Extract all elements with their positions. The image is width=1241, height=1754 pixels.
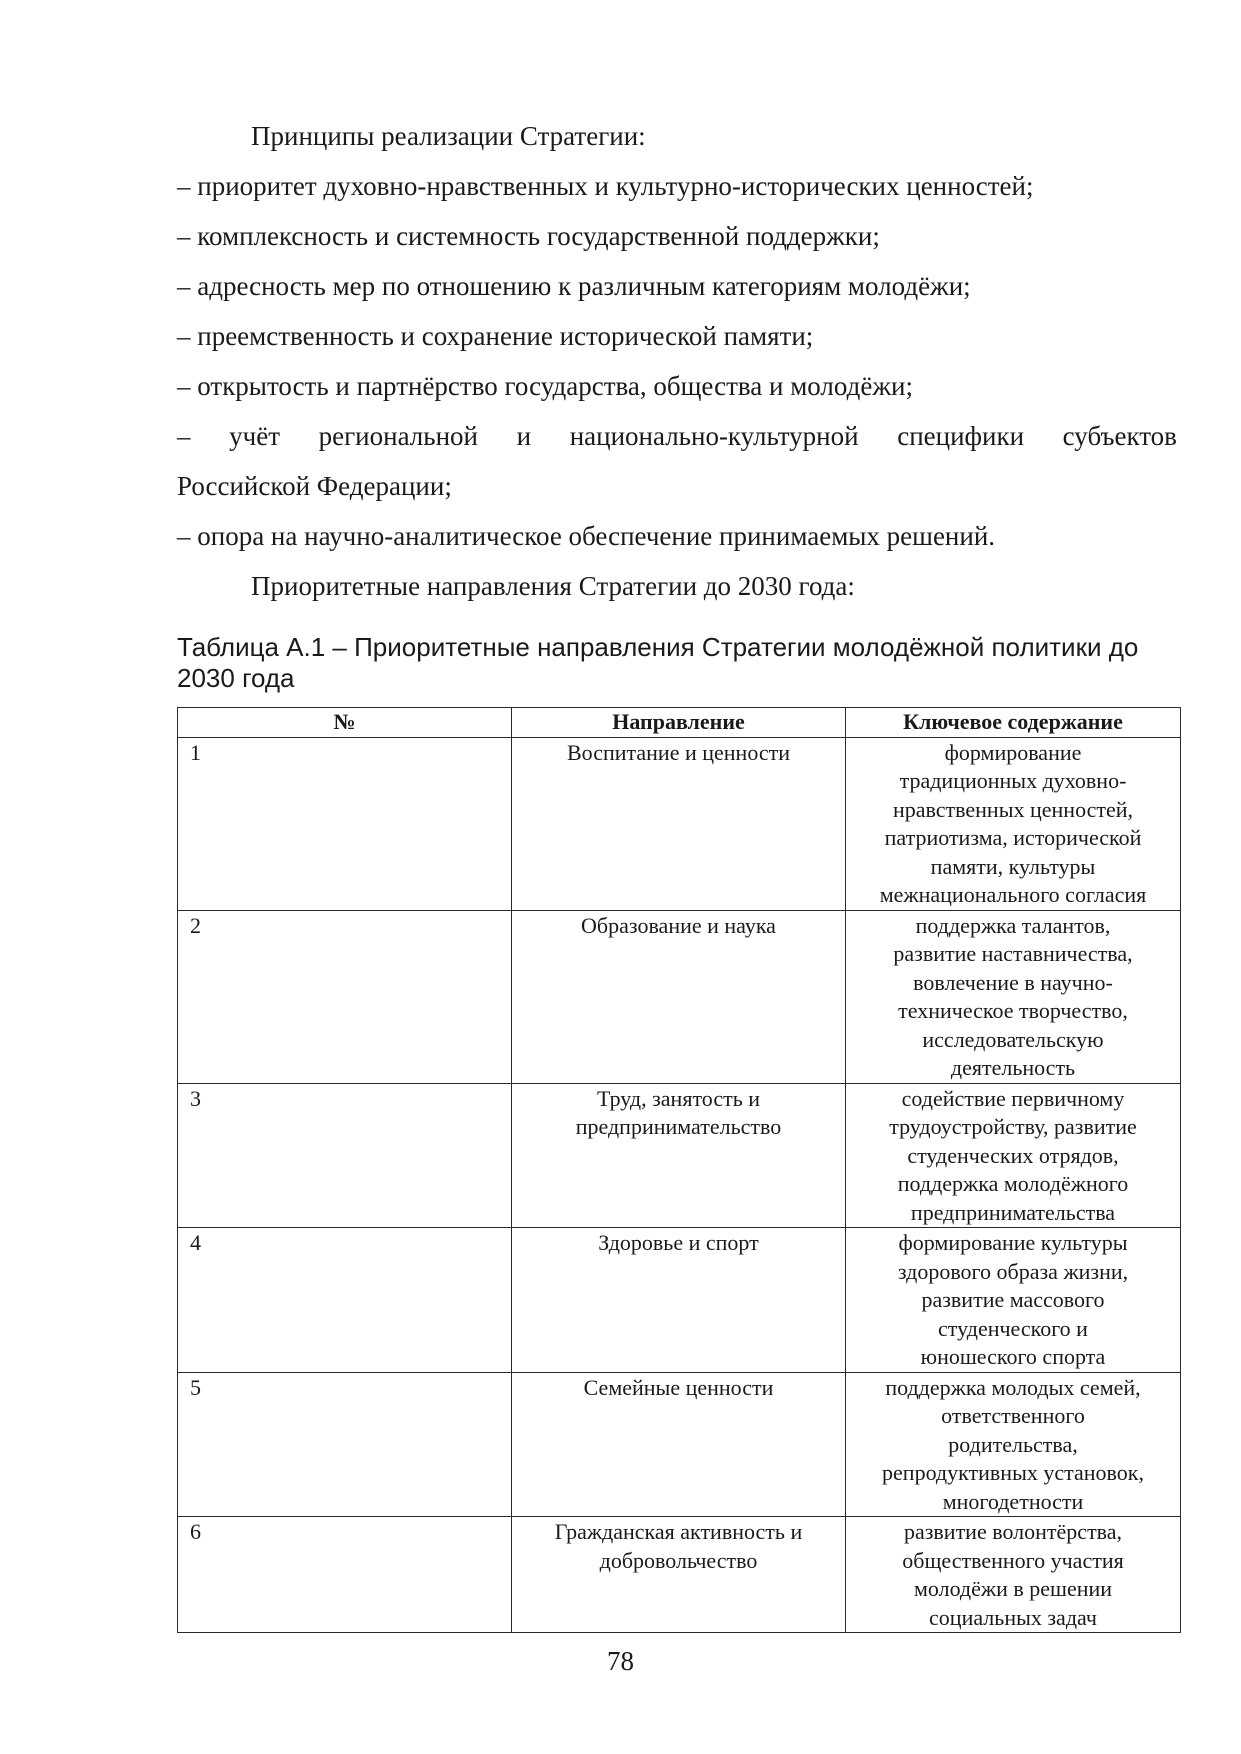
- cell-content-line: патриотизма, исторической: [884, 825, 1142, 850]
- priorities-heading: Приоритетные направления Стратегии до 2030 года:: [251, 571, 855, 601]
- header-content: Ключевое содержание: [846, 708, 1181, 738]
- cell-direction-line: Воспитание и ценности: [566, 739, 791, 765]
- cell-num: 1: [178, 737, 512, 910]
- cell-content-line: нравственных ценностей,: [892, 796, 1134, 822]
- page-number: 78: [607, 1646, 634, 1676]
- table-row: [178, 910, 1181, 1083]
- cell-content-line: деятельность: [950, 1055, 1076, 1080]
- cell-content-line: развитие волонтёрства,: [903, 1519, 1123, 1544]
- cell-content-line: поддержка молодых семей,: [885, 1374, 1141, 1400]
- cell-direction-line: Здоровье и спорт: [598, 1230, 759, 1255]
- principle-item: – приоритет духовно-нравственных и культурно-исторических ценностей;: [177, 171, 1034, 201]
- cell-num: 4: [178, 1228, 512, 1373]
- table-header-row: [178, 708, 1181, 738]
- cell-num: 5: [178, 1372, 512, 1517]
- word: и: [516, 421, 532, 451]
- cell-content-line: трудоустройству, развитие: [889, 1114, 1137, 1139]
- principle-item: – преемственность и сохранение исторической памяти;: [177, 321, 814, 351]
- cell-content-line: юношеского спорта: [920, 1344, 1106, 1369]
- principle-item-continuation: Российской Федерации;: [177, 471, 452, 501]
- header-num: №: [178, 708, 512, 738]
- cell-content-line: формирование культуры: [898, 1230, 1128, 1255]
- cell-direction-line: Семейные ценности: [583, 1374, 774, 1400]
- cell-content-line: молодёжи в решении: [913, 1576, 1113, 1601]
- table-row: [178, 1228, 1181, 1373]
- cell-content-line: межнационального согласия: [879, 882, 1147, 907]
- cell-content-line: студенческого и: [938, 1315, 1088, 1341]
- cell-content-line: вовлечение в научно-: [913, 969, 1113, 995]
- header-direction: Направление: [512, 708, 846, 738]
- cell-content: [846, 1083, 1181, 1228]
- principle-item: – опора на научно-аналитическое обеспечение принимаемых решений.: [177, 521, 996, 551]
- cell-content-line: предпринимательства: [910, 1199, 1116, 1225]
- cell-content-line: репродуктивных установок,: [882, 1460, 1144, 1485]
- cell-direction-line: добровольчество: [599, 1547, 758, 1573]
- cell-content: [846, 737, 1181, 910]
- word: учёт: [229, 421, 280, 451]
- cell-content-line: поддержка талантов,: [915, 912, 1111, 938]
- cell-content-line: студенческих отрядов,: [907, 1142, 1119, 1168]
- cell-direction: [512, 1372, 846, 1517]
- table-row: [178, 1083, 1181, 1228]
- cell-content-line: развитие наставничества,: [893, 941, 1133, 966]
- cell-content-line: социальных задач: [929, 1604, 1097, 1630]
- table-row: [178, 737, 1181, 910]
- cell-content-line: поддержка молодёжного: [897, 1171, 1129, 1196]
- cell-direction-line: Гражданская активность и: [554, 1519, 803, 1544]
- cell-content: [846, 1372, 1181, 1517]
- cell-content-line: родительства,: [948, 1431, 1078, 1457]
- cell-content-line: традиционных духовно-: [899, 768, 1127, 793]
- cell-direction-line: Труд, занятость и: [596, 1085, 761, 1111]
- priorities-table: [177, 707, 1181, 1633]
- cell-content-line: здорового образа жизни,: [897, 1258, 1129, 1284]
- principle-item: – адресность мер по отношению к различным категориям молодёжи;: [177, 271, 971, 301]
- word: специфики: [897, 421, 1025, 451]
- cell-content: [846, 1228, 1181, 1373]
- table-caption: [177, 632, 1187, 694]
- table-row: [178, 1517, 1181, 1633]
- cell-content-line: формирование: [944, 739, 1082, 765]
- cell-direction: [512, 1517, 846, 1633]
- cell-num: 3: [178, 1083, 512, 1228]
- word: –: [177, 421, 191, 451]
- cell-direction: [512, 1228, 846, 1373]
- cell-content-line: ответственного: [941, 1403, 1085, 1428]
- cell-content-line: техническое творчество,: [898, 998, 1128, 1023]
- cell-content-line: исследовательскую: [922, 1026, 1104, 1052]
- cell-direction-line: предпринимательство: [575, 1114, 782, 1139]
- cell-content-line: многодетности: [942, 1488, 1084, 1514]
- table-caption-line: Таблица А.1 – Приоритетные направления Стратегии молодёжной политики до: [177, 632, 1139, 662]
- table-row: [178, 1372, 1181, 1517]
- principles-heading: Принципы реализации Стратегии:: [251, 121, 646, 151]
- word: национально-культурной: [569, 421, 859, 451]
- word: региональной: [318, 421, 478, 451]
- cell-content: [846, 1517, 1181, 1633]
- cell-num: 6: [178, 1517, 512, 1633]
- cell-direction: [512, 1083, 846, 1228]
- cell-num: 2: [178, 910, 512, 1083]
- cell-content-line: общественного участия: [902, 1547, 1124, 1573]
- cell-content-line: развитие массового: [921, 1287, 1105, 1312]
- cell-direction: [512, 910, 846, 1083]
- table-caption-line: 2030 года: [177, 663, 295, 693]
- cell-content-line: содействие первичному: [901, 1085, 1125, 1111]
- principle-item-regional: [177, 419, 1177, 453]
- cell-direction-line: Образование и наука: [581, 912, 776, 938]
- cell-content: [846, 910, 1181, 1083]
- cell-direction: [512, 737, 846, 910]
- word: субъектов: [1062, 421, 1177, 451]
- table-body: [178, 737, 1181, 1633]
- principle-item: – комплексность и системность государственной поддержки;: [177, 221, 880, 251]
- principle-item: – открытость и партнёрство государства, общества и молодёжи;: [177, 371, 913, 401]
- cell-content-line: памяти, культуры: [930, 853, 1096, 879]
